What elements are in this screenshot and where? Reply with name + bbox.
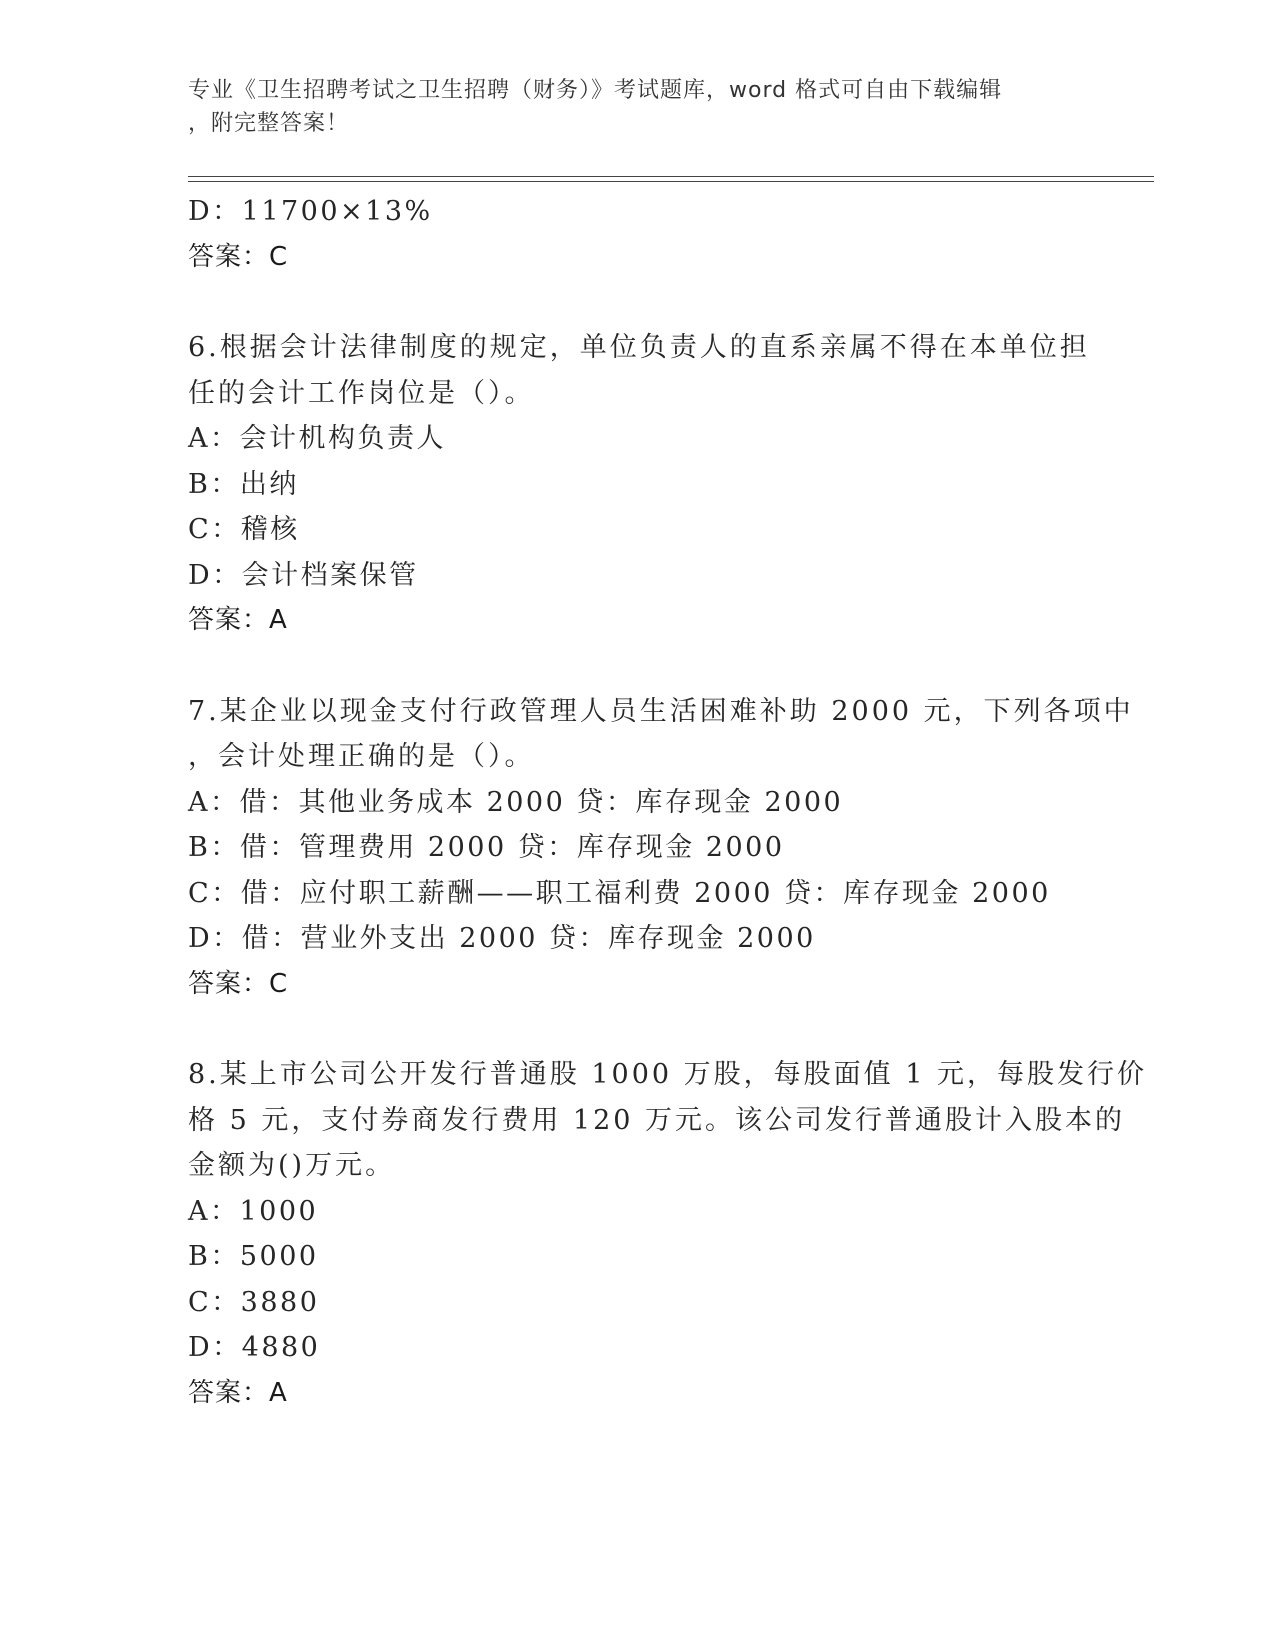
header-line-1: 专业《卫生招聘考试之卫生招聘（财务）》考试题库，word 格式可自由下载编辑 <box>188 78 1003 103</box>
answer-line: 答案：A <box>188 605 288 635</box>
option-c: C：稽核 <box>188 514 300 545</box>
stem-line: 8.某上市公司公开发行普通股 1000 万股，每股面值 1 元，每股发行价 <box>188 1059 1147 1090</box>
question-stem <box>188 1052 1147 1189</box>
option-c: C：3880 <box>188 1286 320 1318</box>
answer-line: 答案：C <box>188 968 289 999</box>
question-stem <box>188 325 1088 416</box>
option-b: B：出纳 <box>188 468 299 500</box>
spacer <box>188 644 1088 689</box>
answer-line: 答案：A <box>188 1377 288 1408</box>
stem-line: 7.某企业以现金支付行政管理人员生活困难补助 2000 元，下列各项中 <box>188 695 1134 727</box>
stem-line: 6.根据会计法律制度的规定，单位负责人的直系亲属不得在本单位担 <box>188 332 1090 363</box>
question-8 <box>188 1052 1147 1416</box>
spacer <box>188 280 1088 325</box>
header-line-2: ，附完整答案！ <box>188 111 350 136</box>
stem-line: 任的会计工作岗位是（）。 <box>188 377 535 409</box>
option-a: A：1000 <box>188 1195 319 1227</box>
question-list <box>188 189 1147 1416</box>
header-divider-double <box>188 181 1154 182</box>
option-a: A：借：其他业务成本 2000 贷：库存现金 2000 <box>188 786 844 818</box>
previous-question-tail <box>188 189 1088 280</box>
question-stem <box>188 689 1134 780</box>
option-b: B：借：管理费用 2000 贷：库存现金 2000 <box>188 832 785 863</box>
option-d: D：会计档案保管 <box>188 559 419 591</box>
header-divider <box>188 176 1154 177</box>
stem-line: 金额为()万元。 <box>188 1150 396 1181</box>
option-c: C：借：应付职工薪酬——职工福利费 2000 贷：库存现金 2000 <box>188 877 1051 909</box>
stem-line: 格 5 元，支付券商发行费用 120 万元。该公司发行普通股计入股本的 <box>188 1104 1126 1136</box>
question-7 <box>188 689 1134 1008</box>
option-d: D：11700×13% <box>188 196 433 227</box>
page-header <box>188 74 1068 140</box>
option-b: B：5000 <box>188 1241 319 1272</box>
spacer <box>188 1007 1088 1052</box>
option-a: A：会计机构负责人 <box>188 423 446 454</box>
question-6 <box>188 325 1088 644</box>
option-d: D：4880 <box>188 1332 321 1363</box>
stem-line: ，会计处理正确的是（）。 <box>188 741 535 772</box>
answer-line: 答案：C <box>188 241 289 272</box>
option-d: D：借：营业外支出 2000 贷：库存现金 2000 <box>188 923 816 954</box>
